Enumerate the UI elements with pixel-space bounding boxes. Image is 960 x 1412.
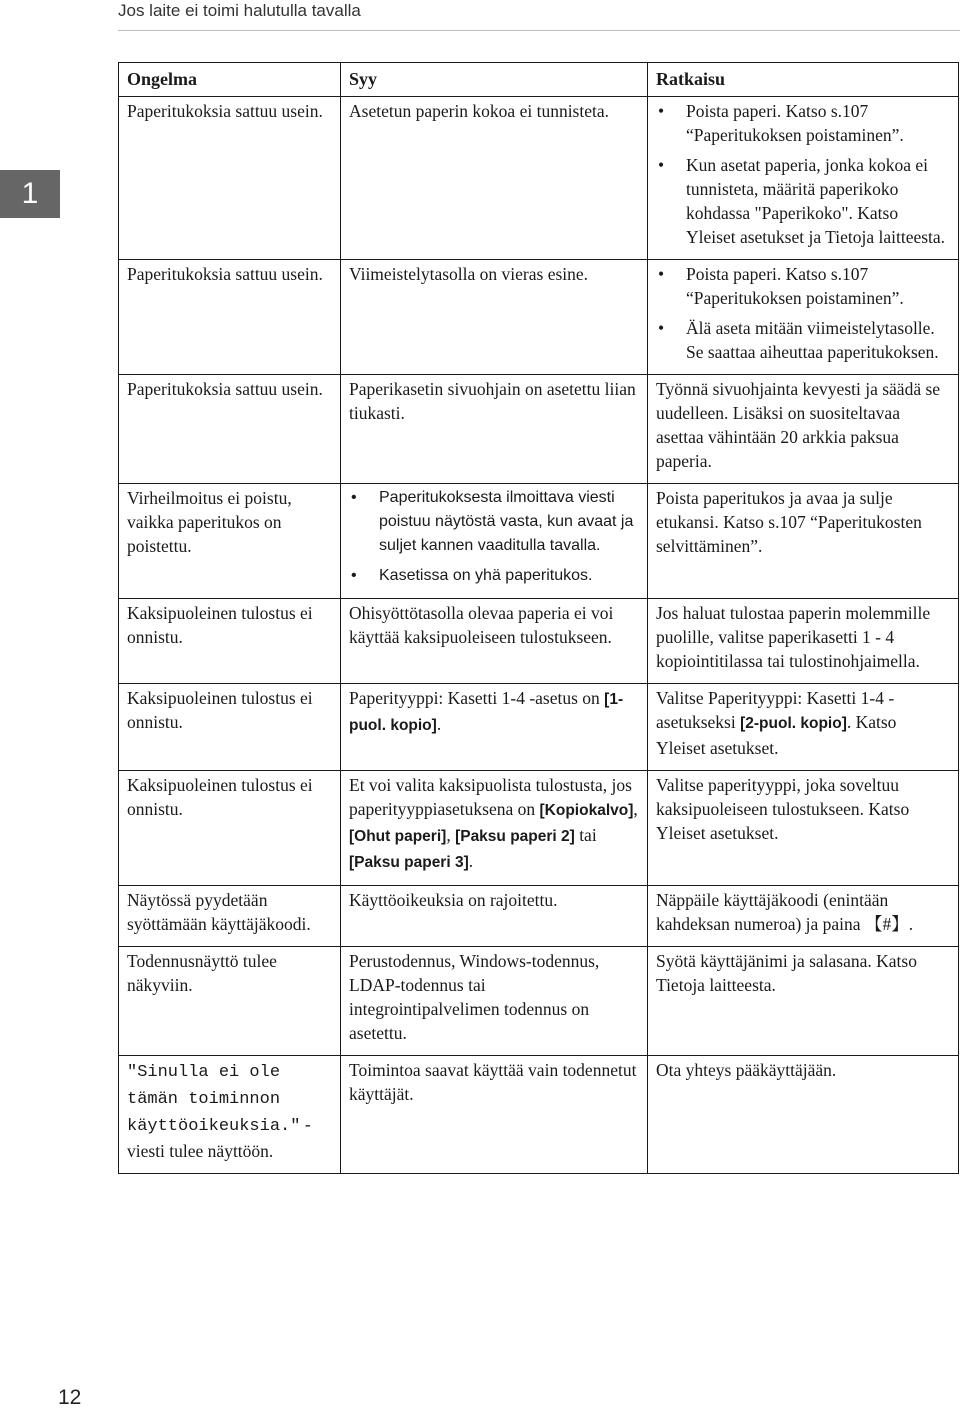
cause-cell xyxy=(341,484,648,599)
setting-key: [1-puol. kopio] xyxy=(349,691,624,734)
solution-text: Valitse Paperityyppi: Kasetti 1-4 -asetukseksi xyxy=(656,688,895,732)
problem-text: -viesti tulee näyttöön. xyxy=(127,1114,311,1161)
cause-cell: Viimeistelytasolla on vieras esine. xyxy=(341,260,648,375)
header-cause: Syy xyxy=(341,63,648,97)
solution-cell: Jos haluat tulostaa paperin molemmille puolille, valitse paperikasetti 1 - 4 kopiointitilassa tai tulostinohjaimella. xyxy=(648,599,959,684)
table-header-row xyxy=(119,63,959,97)
table-row xyxy=(119,484,959,599)
table-row xyxy=(119,599,959,684)
cause-cell: Toimintoa saavat käyttää vain todennetut käyttäjät. xyxy=(341,1056,648,1174)
problem-cell: Kaksipuoleinen tulostus ei onnistu. xyxy=(119,771,341,886)
table-row xyxy=(119,947,959,1056)
cause-cell: Paperikasetin sivuohjain on asetettu liian tiukasti. xyxy=(341,375,648,484)
cause-cell: Käyttöoikeuksia on rajoitettu. xyxy=(341,886,648,947)
solution-bullet: • Älä aseta mitään viimeistelytasolle. Se saattaa aiheuttaa paperitukoksen. xyxy=(656,316,949,364)
problem-cell: Kaksipuoleinen tulostus ei onnistu. xyxy=(119,684,341,771)
solution-cell: Poista paperitukos ja avaa ja sulje etukansi. Katso s.107 “Paperitukosten selvittäminen”. xyxy=(648,484,959,599)
hash-key-icon: 【#】 xyxy=(864,914,909,934)
solution-cell: Syötä käyttäjänimi ja salasana. Katso Tietoja laitteesta. xyxy=(648,947,959,1056)
cause-text: Et voi valita kaksipuolista tulostusta, jos paperityyppiasetuksena on xyxy=(349,775,632,819)
cause-text-end: . xyxy=(436,714,442,734)
setting-key: [Paksu paperi 2] xyxy=(455,828,575,845)
cause-separator: tai xyxy=(574,825,597,845)
header-problem: Ongelma xyxy=(119,63,341,97)
table-row xyxy=(119,260,959,375)
running-header: Jos laite ei toimi halutulla tavalla xyxy=(118,1,361,20)
solution-cell xyxy=(648,886,959,947)
problem-cell xyxy=(119,1056,341,1174)
cause-cell: Perustodennus, Windows-todennus, LDAP-todennus tai integrointipalvelimen todennus on asetettu. xyxy=(341,947,648,1056)
solution-cell xyxy=(648,97,959,260)
solution-bullet: • Poista paperi. Katso s.107 “Paperitukoksen poistaminen”. xyxy=(656,262,949,310)
cause-text-end: . xyxy=(468,851,474,871)
chapter-tab: 1 xyxy=(0,170,60,218)
cause-cell xyxy=(341,684,648,771)
table-row xyxy=(119,684,959,771)
table-row xyxy=(119,771,959,886)
message-text: "Sinulla ei ole tämän toiminnon käyttöoikeuksia." xyxy=(127,1063,301,1136)
cause-cell: Ohisyöttötasolla olevaa paperia ei voi käyttää kaksipuoleiseen tulostukseen. xyxy=(341,599,648,684)
setting-key: [Ohut paperi] xyxy=(349,828,447,845)
setting-key: [Paksu paperi 3] xyxy=(349,854,469,871)
cause-cell: Asetetun paperin kokoa ei tunnisteta. xyxy=(341,97,648,260)
solution-cell: Valitse paperityyppi, joka soveltuu kaksipuoleiseen tulostukseen. Katso Yleiset asetukset. xyxy=(648,771,959,886)
header-divider xyxy=(118,30,960,31)
solution-cell xyxy=(648,684,959,771)
setting-key: [2-puol. kopio] xyxy=(740,715,847,732)
solution-cell: Työnnä sivuohjainta kevyesti ja säädä se uudelleen. Lisäksi on suositeltavaa asettaa vähintään 20 arkkia paksua paperia. xyxy=(648,375,959,484)
cause-separator: , xyxy=(633,799,638,819)
solution-bullet: • Poista paperi. Katso s.107 “Paperitukoksen poistaminen”. xyxy=(656,99,949,147)
problem-cell: Virheilmoitus ei poistu, vaikka paperitukos on poistettu. xyxy=(119,484,341,599)
table-row xyxy=(119,97,959,260)
troubleshooting-table xyxy=(118,62,959,1174)
problem-cell: Kaksipuoleinen tulostus ei onnistu. xyxy=(119,599,341,684)
page-number: 12 xyxy=(58,1386,82,1409)
table-row xyxy=(119,1056,959,1174)
solution-cell: Ota yhteys pääkäyttäjään. xyxy=(648,1056,959,1174)
solution-text: Näppäile käyttäjäkoodi (enintään kahdeksan numeroa) ja paina xyxy=(656,890,889,934)
problem-cell: Paperitukoksia sattuu usein. xyxy=(119,375,341,484)
solution-text-end: . Katso Yleiset asetukset. xyxy=(656,712,897,758)
cause-bullet: • Paperitukoksesta ilmoittava viesti poistuu näytöstä vasta, kun avaat ja suljet kannen vaaditulla tavalla. xyxy=(349,486,638,558)
cause-cell xyxy=(341,771,648,886)
problem-cell: Todennusnäyttö tulee näkyviin. xyxy=(119,947,341,1056)
solution-cell xyxy=(648,260,959,375)
problem-cell: Näytössä pyydetään syöttämään käyttäjäkoodi. xyxy=(119,886,341,947)
header-solution: Ratkaisu xyxy=(648,63,959,97)
problem-cell: Paperitukoksia sattuu usein. xyxy=(119,260,341,375)
cause-text: Paperityyppi: Kasetti 1-4 -asetus on xyxy=(349,688,605,708)
cause-bullet: • Kasetissa on yhä paperitukos. xyxy=(349,564,638,588)
table-row xyxy=(119,375,959,484)
cause-separator: , xyxy=(446,825,456,845)
setting-key: [Kopiokalvo] xyxy=(539,802,634,819)
table-row xyxy=(119,886,959,947)
solution-text-end: . xyxy=(908,914,914,934)
solution-bullet: • Kun asetat paperia, jonka kokoa ei tunnisteta, määritä paperikoko kohdassa "Paperikoko". Katso Yleiset asetukset ja Tietoja laitteesta. xyxy=(656,153,949,249)
problem-cell: Paperitukoksia sattuu usein. xyxy=(119,97,341,260)
